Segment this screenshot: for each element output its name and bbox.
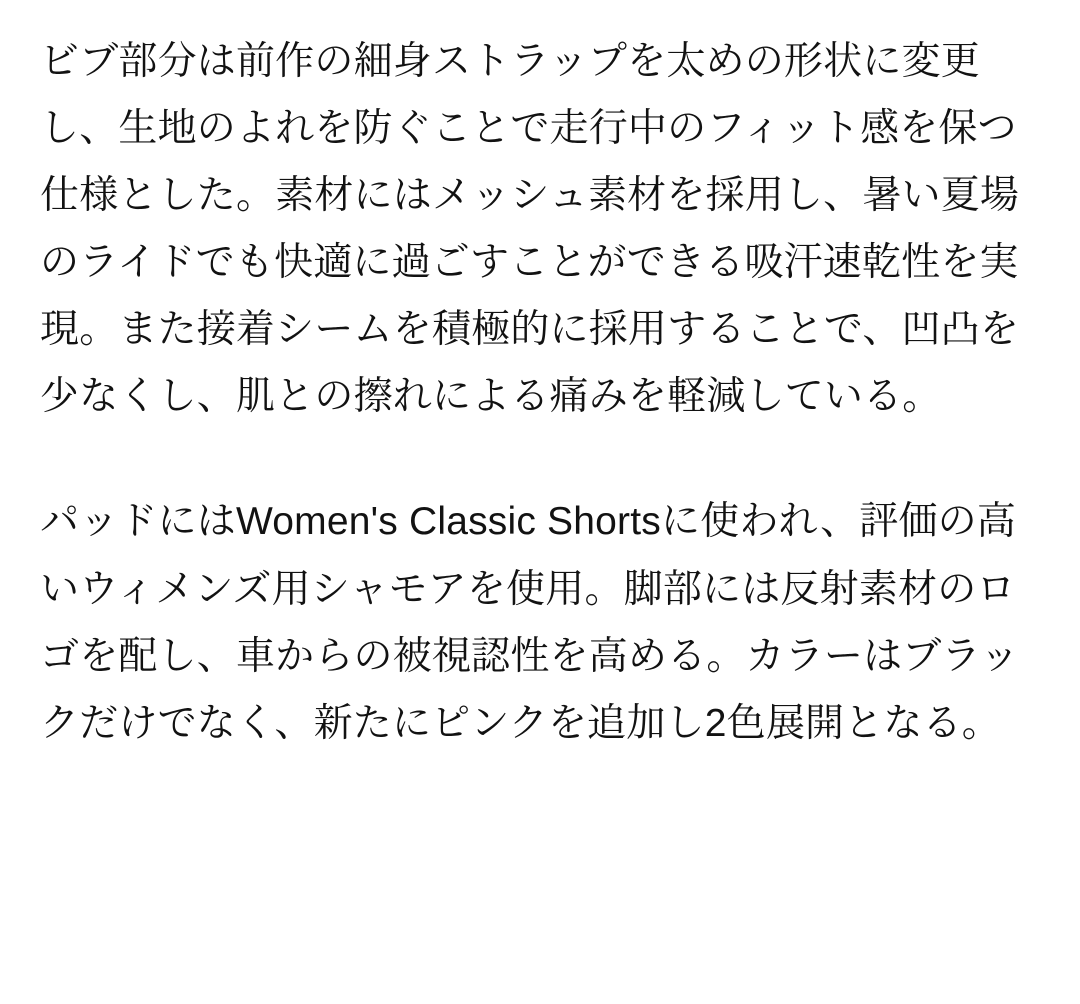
- article-body: [40, 28, 1036, 757]
- article-paragraph-1: ビブ部分は前作の細身ストラップを太めの形状に変更し、生地のよれを防ぐことで走行中のフィット感を保つ仕様とした。素材にはメッシュ素材を採用し、暑い夏場のライドでも快適に過ごすことができる吸汗速乾性を実現。また接着シームを積極的に採用することで、凹凸を少なくし、肌との擦れによる痛みを軽減している。: [40, 40, 1020, 419]
- article-paragraph-2: パッドにはWomen's Classic Shortsに使われ、評価の高いウィメンズ用シャモアを使用。脚部には反射素材のロゴを配し、車からの被視認性を高める。カラーはブラックだけでなく、新たにピンクを追加し2色展開となる。: [40, 500, 1020, 745]
